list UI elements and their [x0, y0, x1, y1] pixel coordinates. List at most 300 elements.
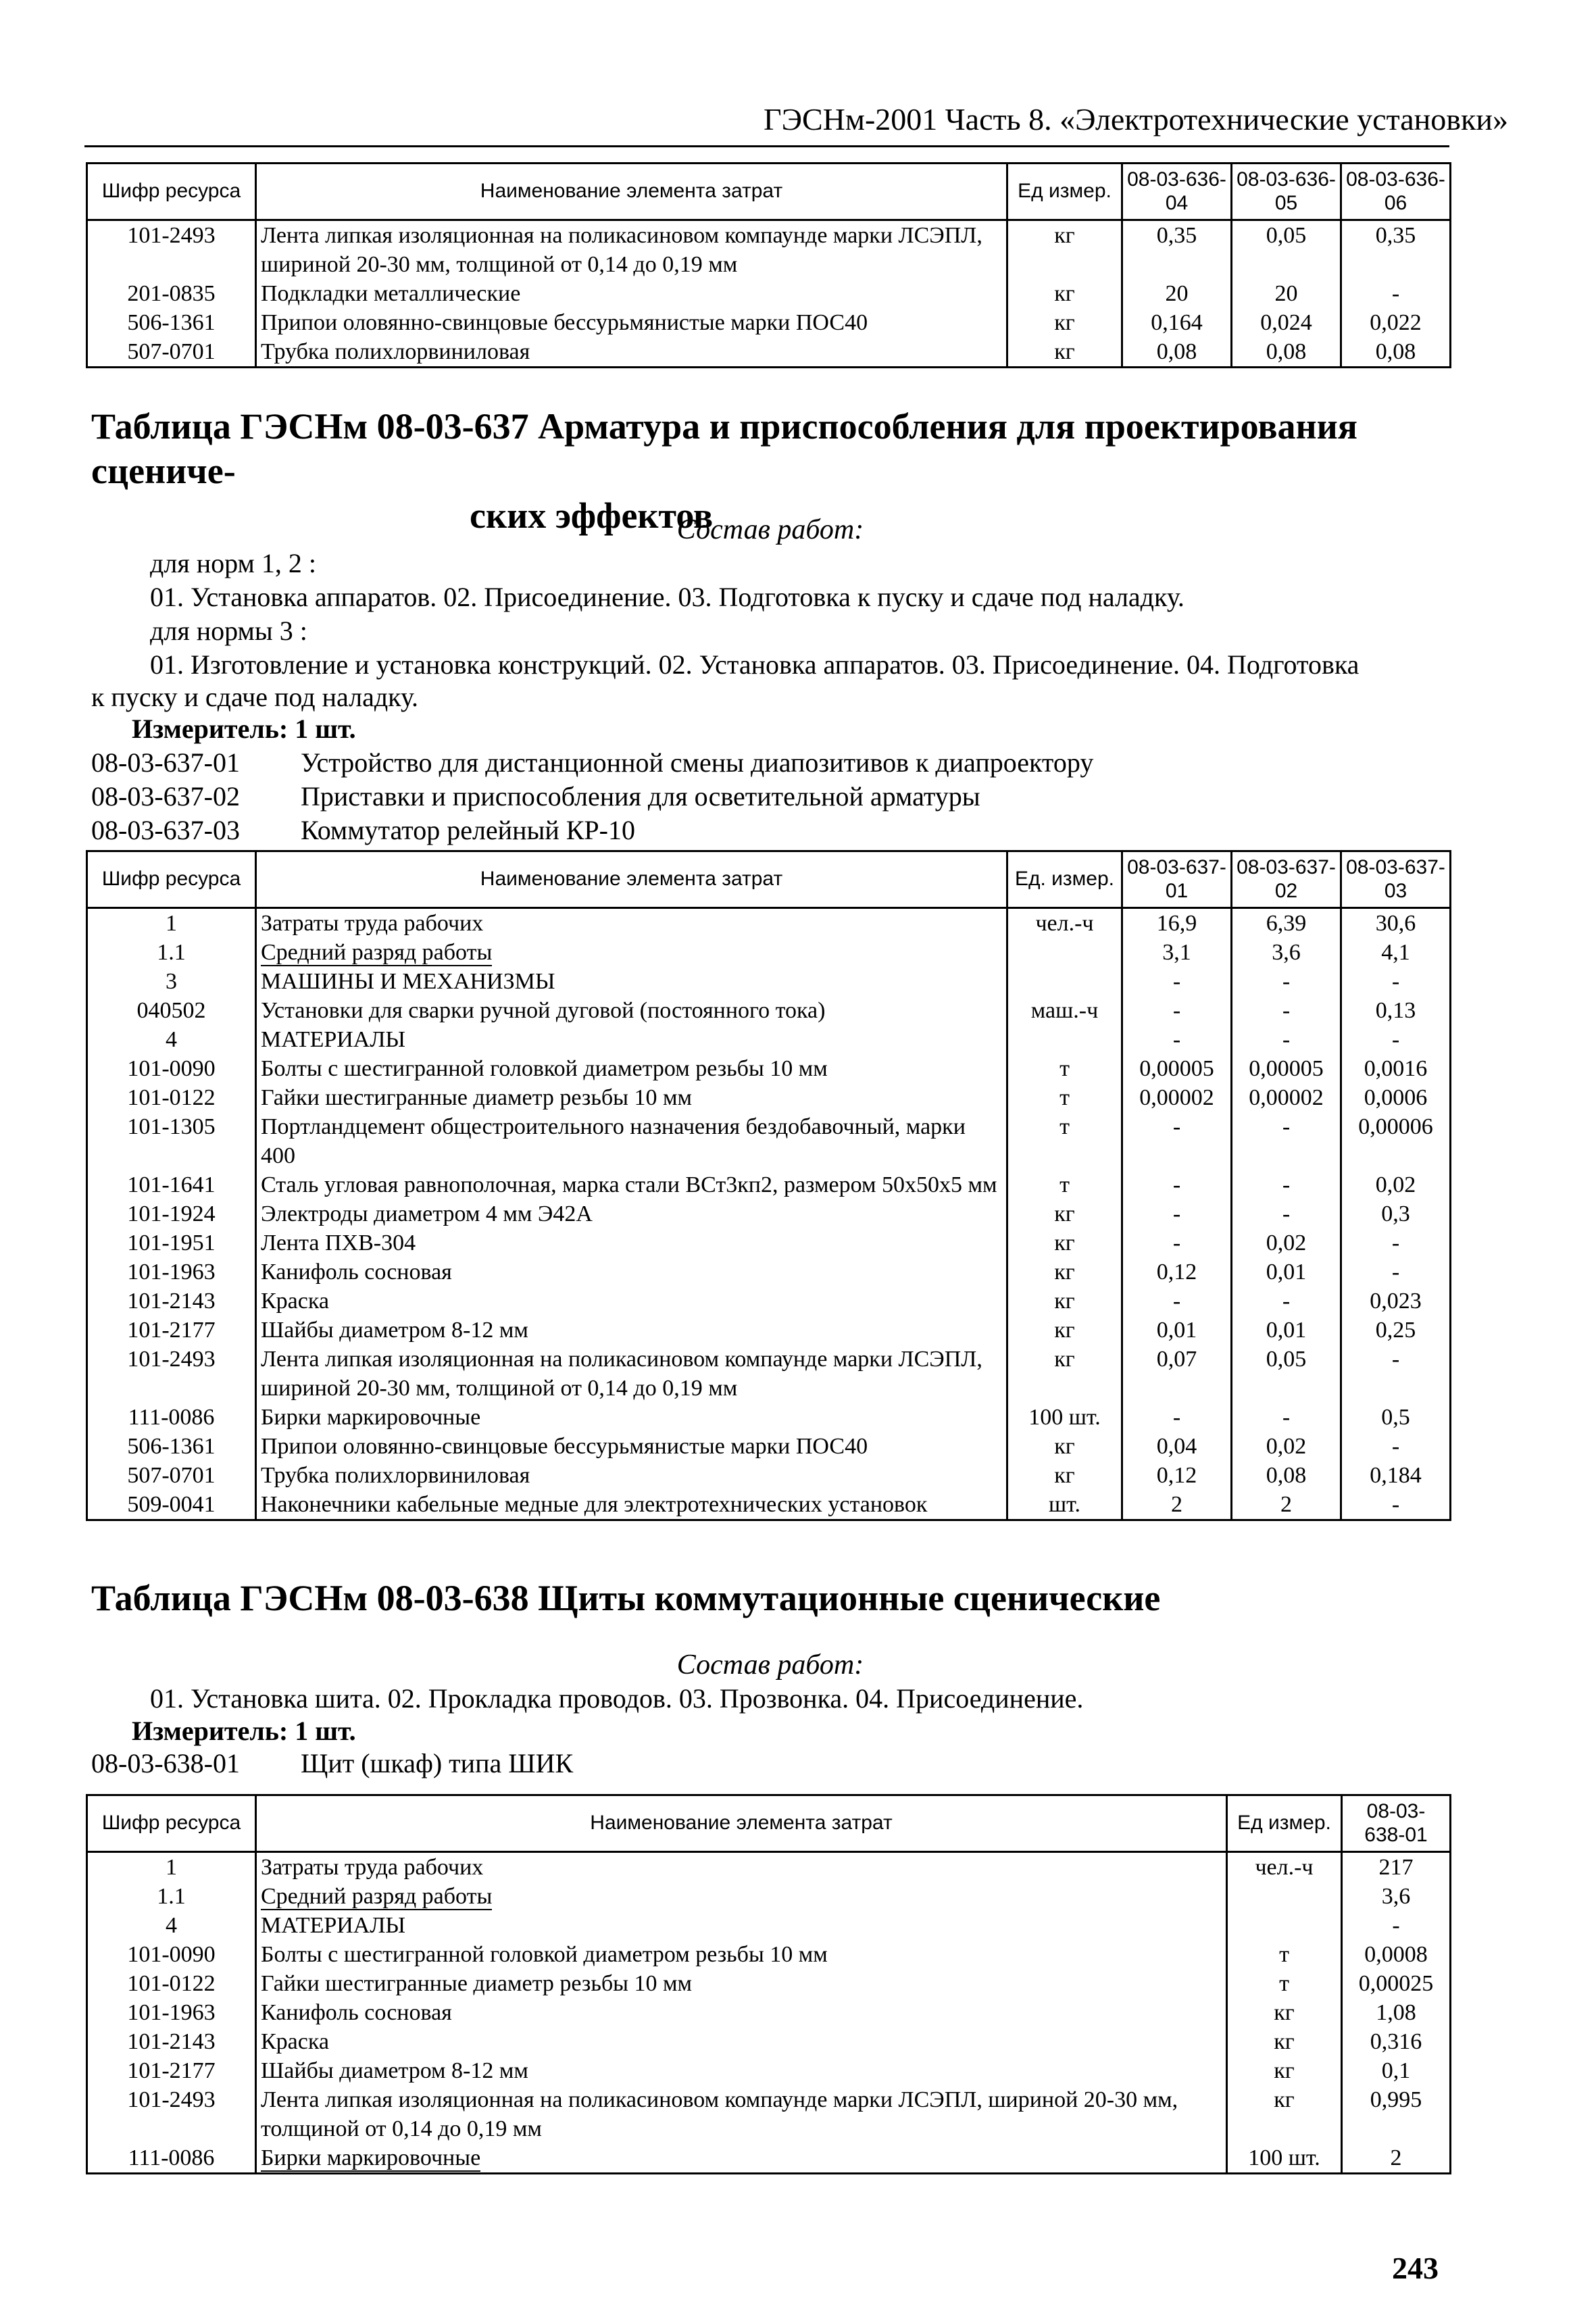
row-value-2	[1232, 337, 1341, 368]
table-row	[87, 2143, 1451, 2174]
row-code	[87, 1852, 256, 1883]
table-row	[87, 220, 1451, 280]
row-code-text: 507-0701	[127, 1463, 216, 1488]
row-unit-text: т	[1059, 1114, 1070, 1139]
row-name	[256, 967, 1007, 996]
row-value-1-text: 0,00002	[1139, 1085, 1214, 1110]
row-unit	[1227, 1852, 1342, 1883]
row-code-text: 509-0041	[127, 1492, 216, 1517]
row-unit	[1227, 2027, 1342, 2056]
row-code-text: 101-1963	[127, 1260, 216, 1285]
row-value-1	[1342, 1940, 1451, 1969]
table-row	[87, 1852, 1451, 1883]
row-unit-text: т	[1059, 1085, 1070, 1110]
row-name-text: МАШИНЫ И МЕХАНИЗМЫ	[261, 969, 555, 994]
row-name-text: Установки для сварки ручной дуговой (постоянного тока)	[261, 998, 826, 1023]
row-unit	[1007, 1054, 1122, 1083]
row-name-text: Лента липкая изоляционная на поликасиновом компаунде марки ЛСЭПЛ, шириной 20-30 мм, толщиной от 0,14 до 0,19 мм	[261, 223, 982, 277]
row-unit-text: кг	[1054, 1434, 1075, 1459]
row-name	[256, 279, 1007, 308]
measure-638: Измеритель: 1 шт.	[132, 1716, 356, 1746]
row-unit-text: 100 шт.	[1028, 1405, 1101, 1430]
row-unit-text: т	[1279, 1971, 1289, 1996]
row-value-3	[1341, 1025, 1451, 1054]
works-caption-638: Состав работ:	[676, 1649, 864, 1681]
row-code-text: 3	[166, 969, 177, 994]
row-code	[87, 337, 256, 368]
row-name	[256, 2056, 1227, 2085]
row-name	[256, 1170, 1007, 1199]
works-caption-637: Состав работ:	[676, 514, 864, 545]
row-value-3	[1341, 908, 1451, 939]
row-value-1-text: -	[1172, 1172, 1181, 1197]
row-unit-text: кг	[1274, 2029, 1295, 2054]
row-name-text: Трубка полихлорвиниловая	[261, 339, 530, 364]
row-code	[87, 308, 256, 337]
table-row	[87, 967, 1451, 996]
table-row	[87, 938, 1451, 967]
row-code-text: 506-1361	[127, 1434, 216, 1459]
row-code	[87, 2085, 256, 2143]
row-unit	[1227, 1882, 1342, 1911]
row-unit	[1007, 1403, 1122, 1432]
row-value-1-text: -	[1172, 1405, 1181, 1430]
row-value-1	[1122, 1258, 1232, 1287]
row-code-text: 101-1305	[127, 1114, 216, 1139]
row-value-1-text: -	[1172, 1230, 1181, 1255]
row-value-1	[1122, 1199, 1232, 1228]
row-unit-text: кг	[1054, 281, 1075, 306]
row-unit	[1007, 1170, 1122, 1199]
row-code	[87, 1258, 256, 1287]
row-value-1-text: 0,1	[1381, 2058, 1411, 2083]
row-unit-text: чел.-ч	[1035, 911, 1094, 936]
row-value-3	[1341, 1461, 1451, 1490]
col-header-code: Шифр ресурса	[87, 164, 256, 220]
row-value-3	[1341, 1316, 1451, 1345]
row-value-2	[1232, 1112, 1341, 1170]
row-value-3-text: 0,0006	[1364, 1085, 1428, 1110]
row-code-text: 101-1641	[127, 1172, 216, 1197]
row-name	[256, 1112, 1007, 1170]
row-name	[256, 1054, 1007, 1083]
row-code-text: 1	[166, 1855, 177, 1880]
row-unit	[1007, 908, 1122, 939]
row-value-1	[1122, 1287, 1232, 1316]
row-unit	[1227, 2143, 1342, 2174]
row-value-1	[1342, 1969, 1451, 1998]
row-value-1	[1122, 279, 1232, 308]
section-637-title-line1: Таблица ГЭСНм 08-03-637 Арматура и приспособления для проектирования сцениче-	[91, 406, 1357, 491]
row-name	[256, 1969, 1227, 1998]
table-row	[87, 1490, 1451, 1520]
section-637-title-line2: ских эффектов	[470, 495, 714, 536]
row-value-1-text: 16,9	[1156, 911, 1197, 936]
row-code-text: 4	[166, 1027, 177, 1052]
item-638-01	[91, 1747, 573, 1780]
row-code	[87, 938, 256, 967]
row-name-text: Средний разряд работы	[261, 940, 493, 965]
row-value-3	[1341, 1287, 1451, 1316]
row-name	[256, 996, 1007, 1025]
row-name-text: Наконечники кабельные медные для электротехнических установок	[261, 1492, 928, 1517]
measure-637: Измеритель: 1 шт.	[132, 714, 356, 744]
table-row	[87, 1112, 1451, 1170]
row-name-text: Лента липкая изоляционная на поликасиновом компаунде марки ЛСЭПЛ, шириной 20-30 мм, толщиной от 0,14 до 0,19 мм	[261, 1347, 982, 1401]
row-value-1	[1122, 1461, 1232, 1490]
row-value-1	[1342, 1852, 1451, 1883]
row-unit-text: 100 шт.	[1248, 2145, 1320, 2170]
row-name	[256, 1911, 1227, 1940]
row-code	[87, 1025, 256, 1054]
row-value-2	[1232, 1490, 1341, 1520]
row-code-text: 111-0086	[128, 1405, 215, 1430]
col-header-unit: Ед. измер.	[1007, 851, 1122, 908]
row-value-2	[1232, 1432, 1341, 1461]
row-value-1-text: 0,12	[1156, 1463, 1197, 1488]
row-value-2-text: 0,05	[1266, 1347, 1307, 1372]
row-value-1	[1122, 1403, 1232, 1432]
row-name	[256, 337, 1007, 368]
row-value-2-text: -	[1282, 998, 1291, 1023]
row-unit	[1007, 1316, 1122, 1345]
row-code-text: 101-2493	[127, 223, 216, 248]
row-value-3-text: -	[1391, 281, 1400, 306]
page-number: 243	[1392, 2251, 1439, 2285]
row-value-1-text: 20	[1165, 281, 1189, 306]
row-value-1-text: -	[1172, 969, 1181, 994]
row-code-text: 101-2493	[127, 1347, 216, 1372]
row-value-3	[1341, 1490, 1451, 1520]
row-value-3-text: 0,5	[1381, 1405, 1410, 1430]
table-row	[87, 996, 1451, 1025]
table-row	[87, 1287, 1451, 1316]
row-name-text: Портландцемент общестроительного назначения бездобавочный, марки 400	[261, 1114, 966, 1168]
row-value-3-text: 0,0016	[1364, 1056, 1428, 1081]
row-unit	[1227, 2085, 1342, 2143]
row-unit	[1007, 1228, 1122, 1258]
row-name	[256, 938, 1007, 967]
table-row	[87, 279, 1451, 308]
row-value-2	[1232, 308, 1341, 337]
row-code-text: 101-0122	[127, 1971, 216, 1996]
row-name-text: Сталь угловая равнополочная, марка стали ВСт3кп2, размером 50x50x5 мм	[261, 1172, 997, 1197]
row-unit	[1227, 1940, 1342, 1969]
row-value-3-text: 0,3	[1381, 1201, 1410, 1226]
row-name-text: Электроды диаметром 4 мм Э42А	[261, 1201, 593, 1226]
row-value-3	[1341, 1432, 1451, 1461]
norms-1-2-text: 01. Установка аппаратов. 02. Присоединение. 03. Подготовка к пуску и сдаче под наладку.	[150, 582, 1184, 612]
item-637-02	[91, 780, 980, 813]
row-code-text: 507-0701	[127, 339, 216, 364]
row-unit-text: т	[1059, 1172, 1070, 1197]
row-value-1-text: 0,995	[1370, 2087, 1422, 2112]
row-unit	[1227, 1911, 1342, 1940]
col-header-name: Наименование элемента затрат	[256, 164, 1007, 220]
table-row	[87, 1316, 1451, 1345]
table-row	[87, 1170, 1451, 1199]
row-value-3-text: -	[1391, 969, 1400, 994]
row-unit	[1007, 1490, 1122, 1520]
row-value-1-text: 0,00025	[1358, 1971, 1434, 1996]
works-text-638: 01. Установка шита. 02. Прокладка проводов. 03. Прозвонка. 04. Присоединение.	[150, 1683, 1084, 1714]
row-unit	[1007, 1025, 1122, 1054]
row-value-1-text: -	[1172, 1201, 1181, 1226]
row-value-3	[1341, 967, 1451, 996]
row-value-3	[1341, 996, 1451, 1025]
row-value-3-text: -	[1391, 1027, 1400, 1052]
row-value-1	[1122, 908, 1232, 939]
row-value-2	[1232, 1170, 1341, 1199]
row-name-text: Подкладки металлические	[261, 281, 521, 306]
row-value-3	[1341, 337, 1451, 368]
row-value-2	[1232, 1258, 1341, 1287]
row-unit-text: кг	[1274, 2087, 1295, 2112]
row-name-text: Трубка полихлорвиниловая	[261, 1463, 530, 1488]
row-unit-text: т	[1279, 1942, 1289, 1967]
row-value-2-text: 0,01	[1266, 1318, 1307, 1343]
row-code-text: 101-2493	[127, 2087, 216, 2112]
row-value-1	[1122, 938, 1232, 967]
row-value-2-text: -	[1282, 1289, 1291, 1314]
row-value-1	[1122, 996, 1232, 1025]
row-unit-text: т	[1059, 1056, 1070, 1081]
table-row	[87, 1054, 1451, 1083]
row-code	[87, 1287, 256, 1316]
item-code: 08-03-637-02	[91, 781, 240, 812]
header-rule	[84, 145, 1449, 147]
row-code-text: 4	[166, 1913, 177, 1938]
row-code	[87, 1911, 256, 1940]
row-name-text: Краска	[261, 2029, 329, 2054]
row-value-3-text: 4,1	[1381, 940, 1410, 965]
row-unit	[1007, 1461, 1122, 1490]
row-code	[87, 2143, 256, 2174]
row-value-2-text: -	[1282, 1114, 1291, 1139]
row-unit	[1007, 279, 1122, 308]
row-name-text: Шайбы диаметром 8-12 мм	[261, 1318, 528, 1343]
row-name-text: МАТЕРИАЛЫ	[261, 1027, 406, 1052]
row-value-1	[1342, 2143, 1451, 2174]
row-value-2-text: 0,00005	[1249, 1056, 1324, 1081]
row-value-2	[1232, 1461, 1341, 1490]
row-name-text: Канифоль сосновая	[261, 2000, 452, 2025]
row-value-1	[1122, 967, 1232, 996]
col-header-norm-1: 08-03-636-04	[1122, 164, 1232, 220]
table-row	[87, 1025, 1451, 1054]
row-code	[87, 220, 256, 280]
table-row	[87, 1940, 1451, 1969]
row-name-text: Припои оловянно-свинцовые бессурьмянистые марки ПОС40	[261, 310, 868, 335]
row-value-3-text: 0,08	[1375, 339, 1416, 364]
row-unit	[1007, 308, 1122, 337]
row-value-2-text: -	[1282, 1027, 1291, 1052]
row-unit	[1007, 996, 1122, 1025]
table-row	[87, 1882, 1451, 1911]
row-name-text: МАТЕРИАЛЫ	[261, 1913, 406, 1938]
row-name-text: Лента ПХВ-304	[261, 1230, 416, 1255]
row-value-1	[1342, 1911, 1451, 1940]
row-code-text: 101-0090	[127, 1942, 216, 1967]
table-637	[86, 850, 1451, 1521]
row-value-1	[1122, 1490, 1232, 1520]
row-value-1	[1122, 308, 1232, 337]
row-value-1-text: 217	[1378, 1855, 1414, 1880]
row-value-1	[1342, 1998, 1451, 2027]
row-value-3	[1341, 1199, 1451, 1228]
row-value-1	[1342, 2027, 1451, 2056]
row-unit-text: кг	[1054, 1230, 1075, 1255]
row-name-text: Бирки маркировочные	[261, 1405, 481, 1430]
row-name	[256, 1432, 1007, 1461]
table-row	[87, 1345, 1451, 1403]
row-value-1	[1122, 1228, 1232, 1258]
row-code	[87, 1345, 256, 1403]
row-unit	[1007, 1345, 1122, 1403]
row-value-2	[1232, 967, 1341, 996]
table-row	[87, 2027, 1451, 2056]
row-value-1	[1122, 1054, 1232, 1083]
col-header-norm-3: 08-03-636-06	[1341, 164, 1451, 220]
row-name	[256, 2143, 1227, 2174]
row-value-1-text: 0,12	[1156, 1260, 1197, 1285]
row-value-1-text: -	[1172, 1114, 1181, 1139]
row-code	[87, 1998, 256, 2027]
row-value-1-text: 1,08	[1376, 2000, 1416, 2025]
row-value-2-text: 0,08	[1266, 1463, 1307, 1488]
row-value-1-text: -	[1172, 1289, 1181, 1314]
row-value-3-text: 0,023	[1370, 1289, 1422, 1314]
row-name	[256, 1287, 1007, 1316]
row-name	[256, 2085, 1227, 2143]
col-header-norm-3: 08-03-637-03	[1341, 851, 1451, 908]
row-value-1-text: 0,08	[1156, 339, 1197, 364]
row-value-2	[1232, 1025, 1341, 1054]
row-value-3-text: 0,00006	[1358, 1114, 1433, 1139]
row-code-text: 201-0835	[127, 281, 216, 306]
row-value-2-text: 0,08	[1266, 339, 1307, 364]
row-value-3-text: -	[1391, 1434, 1400, 1459]
row-value-3	[1341, 1403, 1451, 1432]
item-637-03	[91, 814, 635, 847]
row-code	[87, 1054, 256, 1083]
row-code	[87, 1199, 256, 1228]
row-code	[87, 1432, 256, 1461]
item-desc: Приставки и приспособления для осветительной арматуры	[301, 781, 980, 812]
row-value-2-text: 2	[1280, 1492, 1292, 1517]
row-name-text: Болты с шестигранной головкой диаметром резьбы 10 мм	[261, 1056, 828, 1081]
row-unit	[1007, 938, 1122, 967]
row-value-1-text: 0,164	[1151, 310, 1203, 335]
row-unit-text: кг	[1054, 223, 1075, 248]
row-value-1	[1342, 1882, 1451, 1911]
row-unit	[1007, 1083, 1122, 1112]
row-code	[87, 1083, 256, 1112]
row-value-1-text: -	[1392, 1913, 1400, 1938]
row-name-text: Шайбы диаметром 8-12 мм	[261, 2058, 528, 2083]
row-name-text: Краска	[261, 1289, 329, 1314]
row-name	[256, 1882, 1227, 1911]
row-value-2-text: 0,05	[1266, 223, 1307, 248]
row-code-text: 101-2177	[127, 2058, 216, 2083]
row-value-3-text: -	[1391, 1230, 1400, 1255]
row-unit-text: кг	[1054, 310, 1075, 335]
table-638	[86, 1794, 1451, 2174]
row-code-text: 1.1	[157, 1884, 186, 1909]
item-desc: Устройство для дистанционной смены диапозитивов к диапроектору	[301, 747, 1094, 778]
row-code-text: 101-0090	[127, 1056, 216, 1081]
row-value-2	[1232, 938, 1341, 967]
row-unit-text: кг	[1274, 2000, 1295, 2025]
row-value-3-text: 0,25	[1375, 1318, 1416, 1343]
table-row	[87, 1199, 1451, 1228]
table-row	[87, 308, 1451, 337]
row-name	[256, 1345, 1007, 1403]
row-value-3-text: -	[1391, 1347, 1400, 1372]
row-value-2-text: -	[1282, 969, 1291, 994]
row-value-2	[1232, 1054, 1341, 1083]
section-638-title: Таблица ГЭСНм 08-03-638 Щиты коммутационные сценические	[91, 1578, 1161, 1618]
row-unit-text: чел.-ч	[1255, 1855, 1314, 1880]
row-value-3	[1341, 1054, 1451, 1083]
row-code	[87, 1461, 256, 1490]
row-value-2-text: 0,02	[1266, 1434, 1307, 1459]
row-name	[256, 1199, 1007, 1228]
row-value-1-text: 0,04	[1156, 1434, 1197, 1459]
row-value-2	[1232, 1083, 1341, 1112]
col-header-norm-1: 08-03-637-01	[1122, 851, 1232, 908]
row-value-2-text: 6,39	[1266, 911, 1307, 936]
row-name-text: Средний разряд работы	[261, 1884, 493, 1909]
row-name	[256, 1403, 1007, 1432]
col-header-code: Шифр ресурса	[87, 1795, 256, 1852]
row-value-3-text: 0,35	[1375, 223, 1416, 248]
item-desc: Коммутатор релейный КР-10	[301, 815, 635, 845]
row-code-text: 101-1963	[127, 2000, 216, 2025]
row-value-2-text: -	[1282, 1405, 1291, 1430]
row-value-3	[1341, 220, 1451, 280]
row-value-2	[1232, 1345, 1341, 1403]
row-unit-text: шт.	[1049, 1492, 1080, 1517]
row-unit-text: кг	[1054, 339, 1075, 364]
row-value-1	[1342, 2056, 1451, 2085]
row-value-3-text: 0,13	[1375, 998, 1416, 1023]
row-name-text: Болты с шестигранной головкой диаметром резьбы 10 мм	[261, 1942, 828, 1967]
row-name-text: Лента липкая изоляционная на поликасиновом компаунде марки ЛСЭПЛ, шириной 20-30 мм, толщиной от 0,14 до 0,19 мм	[261, 2087, 1178, 2141]
row-code	[87, 967, 256, 996]
table-row	[87, 337, 1451, 368]
row-unit-text: кг	[1054, 1347, 1075, 1372]
row-name	[256, 1083, 1007, 1112]
row-value-2-text: 3,6	[1272, 940, 1301, 965]
row-unit	[1007, 220, 1122, 280]
row-value-2-text: 0,00002	[1249, 1085, 1324, 1110]
row-code	[87, 1969, 256, 1998]
row-unit	[1007, 967, 1122, 996]
col-header-norm-1: 08-03-638-01	[1342, 1795, 1451, 1852]
col-header-norm-2: 08-03-636-05	[1232, 164, 1341, 220]
row-name-text: Гайки шестигранные диаметр резьбы 10 мм	[261, 1085, 693, 1110]
row-value-1-text: -	[1172, 998, 1181, 1023]
row-name	[256, 908, 1007, 939]
row-value-3-text: -	[1391, 1492, 1400, 1517]
row-code	[87, 2056, 256, 2085]
row-value-3	[1341, 1228, 1451, 1258]
row-name	[256, 1490, 1007, 1520]
row-code	[87, 1882, 256, 1911]
col-header-unit: Ед измер.	[1227, 1795, 1342, 1852]
col-header-norm-2: 08-03-637-02	[1232, 851, 1341, 908]
